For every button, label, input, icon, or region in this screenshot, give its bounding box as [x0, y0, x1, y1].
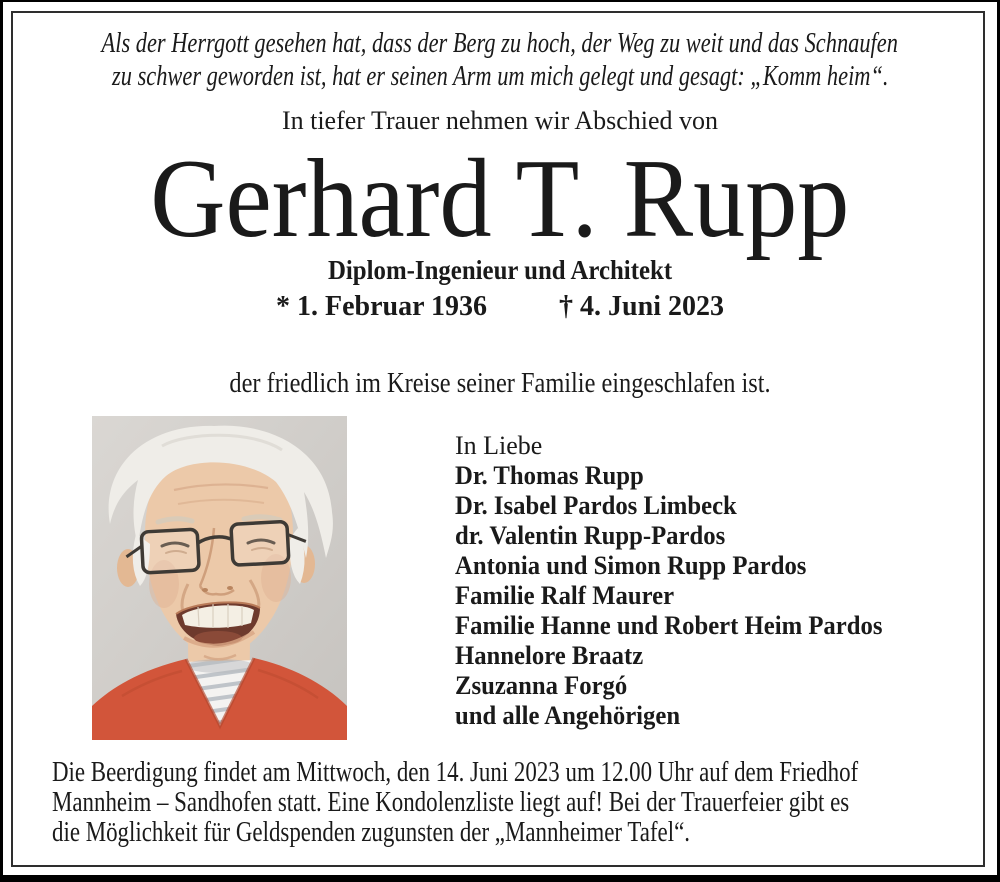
intro-line-text: In tiefer Trauer nehmen wir Abschied von	[281, 106, 719, 135]
mourner-name: Familie Hanne und Robert Heim Pardos	[455, 611, 883, 640]
page-edge-top	[0, 0, 1000, 2]
funeral-info-line-1: Die Beerdigung findet am Mittwoch, den 14. Juni 2023 um 12.00 Uhr auf dem Friedhof	[52, 756, 859, 788]
mourner-name: Hannelore Braatz	[455, 641, 644, 670]
quote-line-2-text: zu schwer geworden ist, hat er seinen Arm um mich gelegt und gesagt: „Komm heim“.	[111, 61, 889, 92]
quote-line-1	[0, 28, 1000, 60]
intro-line	[0, 106, 1000, 136]
deceased-name-text: Gerhard T. Rupp	[150, 137, 850, 261]
page-edge-bottom	[0, 875, 1000, 882]
dates-row	[0, 291, 1000, 323]
passing-line	[0, 368, 1000, 400]
mourner-name: Zsuzanna Forgó	[455, 671, 628, 700]
funeral-info-line-2: Mannheim – Sandhofen statt. Eine Kondolenzliste liegt auf! Bei der Trauerfeier gibt es	[52, 786, 850, 818]
deceased-name	[0, 137, 1000, 261]
profession-line-text: Diplom-Ingenieur und Architekt	[327, 255, 673, 285]
mourners-list	[455, 431, 905, 731]
mourner-name: Dr. Isabel Pardos Limbeck	[455, 491, 737, 520]
birth-date: * 1. Februar 1936	[276, 291, 488, 322]
mourner-name: Dr. Thomas Rupp	[455, 461, 644, 490]
mourner-name: dr. Valentin Rupp-Pardos	[455, 521, 726, 550]
funeral-info	[52, 757, 1000, 847]
mourning-intro: In Liebe	[455, 431, 543, 460]
portrait-photo	[92, 416, 347, 740]
profession-line	[0, 255, 1000, 286]
quote-line-2	[0, 61, 1000, 93]
quote-line-1-text: Als der Herrgott gesehen hat, dass der Berg zu hoch, der Weg zu weit und das Schnaufen	[101, 28, 899, 59]
passing-line-text: der friedlich im Kreise seiner Familie eingeschlafen ist.	[229, 368, 771, 399]
funeral-info-line-3: die Möglichkeit für Geldspenden zugunsten der „Mannheimer Tafel“.	[52, 816, 690, 848]
portrait-photo-graphic	[92, 416, 347, 740]
mourner-name: Antonia und Simon Rupp Pardos	[455, 551, 807, 580]
mourner-name: Familie Ralf Maurer	[455, 581, 675, 610]
death-date: † 4. Juni 2023	[559, 291, 724, 322]
mourner-name: und alle Angehörigen	[455, 701, 681, 730]
